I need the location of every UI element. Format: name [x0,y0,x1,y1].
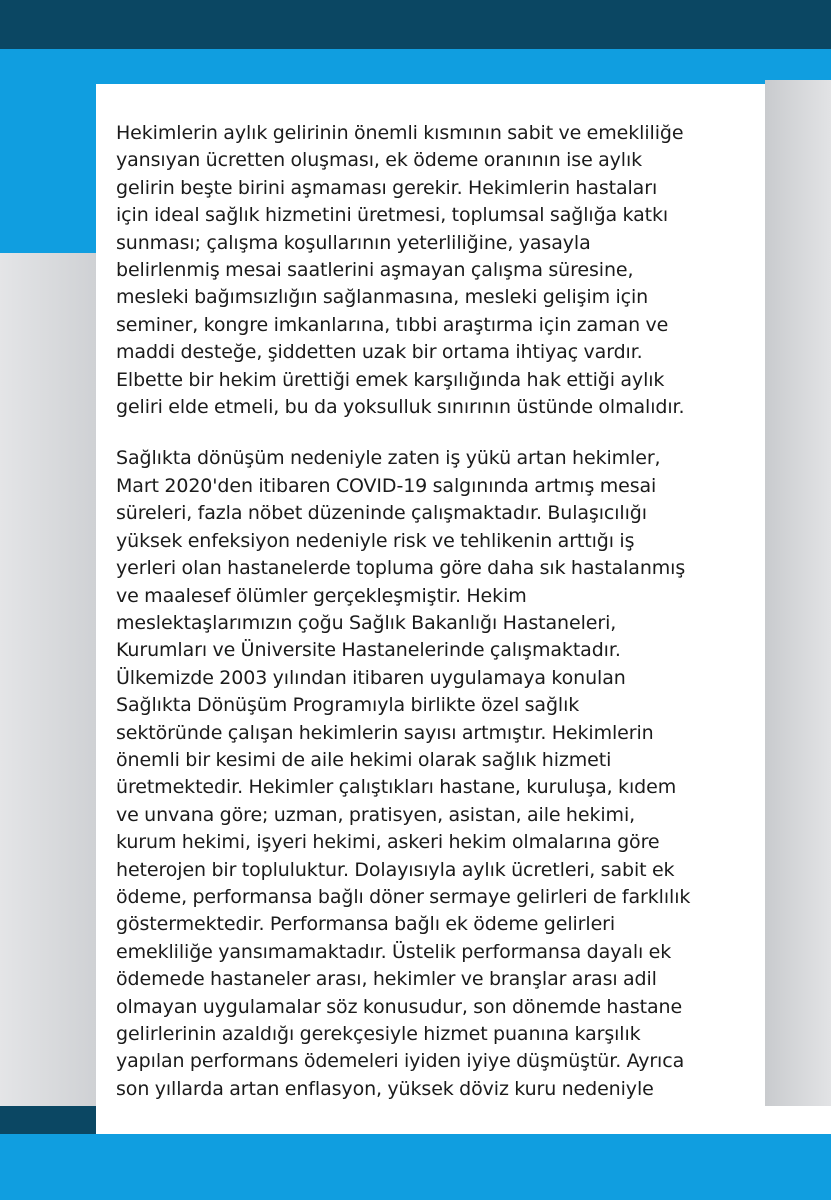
bottom-left-dark-strip [0,1106,96,1134]
paragraph-1: Hekimlerin aylık gelirinin önemli kısmının sabit ve emekliliğe yansıyan ücretten oluşması, ek ödeme oranının ise aylık gelirin beşte birini aşmaması gerekir. Hekimlerin hastaları için ideal sağlık hizmetini üretmesi, toplumsal sağlığa katkı sunması; çalışma koşullarının yeterliliğine, yasayla belirlenmiş mesai saatlerini aşmayan çalışma süresine, mesleki bağımsızlığın sağlanmasına, mesleki gelişim için seminer, kongre imkanlarına, tıbbi araştırma için zaman ve maddi desteğe, şiddetten uzak bir ortama ihtiyaç vardır. Elbette bir hekim ürettiği emek karşılığında hak ettiği aylık geliri elde etmeli, bu da yoksulluk sınırının üstünde olmalıdır. [116,122,685,419]
left-grey-band [0,253,96,1106]
right-grey-band [765,80,831,1106]
document-body [116,120,756,1127]
bottom-cyan-band [0,1134,831,1200]
document-page [96,84,765,1134]
paragraph-2: Sağlıkta dönüşüm nedeniyle zaten iş yükü artan hekimler, Mart 2020'den itibaren COVID-19 salgınında artmış mesai süreleri, fazla nöbet düzeninde çalışmaktadır. Bulaşıcılığı yüksek enfeksiyon nedeniyle risk ve tehlikenin arttığı iş yerleri olan hastanelerde topluma göre daha sık hastalanmış ve maalesef ölümler gerçekleşmiştir. Hekim meslektaşlarımızın çoğu Sağlık Bakanlığı Hastaneleri, Kurumları ve Üniversite Hastanelerinde çalışmaktadır. Ülkemizde 2003 yılından itibaren uygulamaya konulan Sağlıkta Dönüşüm Programıyla birlikte özel sağlık sektöründe çalışan hekimlerin sayısı artmıştır. Hekimlerin önemli bir kesimi de aile hekimi olarak sağlık hizmeti üretmektedir. Hekimler çalıştıkları hastane, kuruluşa, kıdem ve unvana göre; uzman, pratisyen, asistan, aile hekimi, kurum hekimi, işyeri hekimi, askeri hekim olmalarına göre heterojen bir topluluktur. Dolayısıyla aylık ücretleri, sabit ek ödeme, performansa bağlı döner sermaye gelirleri de farklılık göstermektedir. Performansa bağlı ek ödeme gelirleri emekliliğe yansımamaktadır. Üstelik performansa dayalı ek ödemede hastaneler arası, hekimler ve branşlar arası adil olmayan uygulamalar söz konusudur, son dönemde hastane gelirlerinin azaldığı gerekçesiyle hizmet puanına karşılık yapılan performans ödemeleri iyiden iyiye düşmüştür. Ayrıca son yıllarda artan enflasyon, yüksek döviz kuru nedeniyle [116,447,691,1100]
top-dark-band [0,0,831,49]
